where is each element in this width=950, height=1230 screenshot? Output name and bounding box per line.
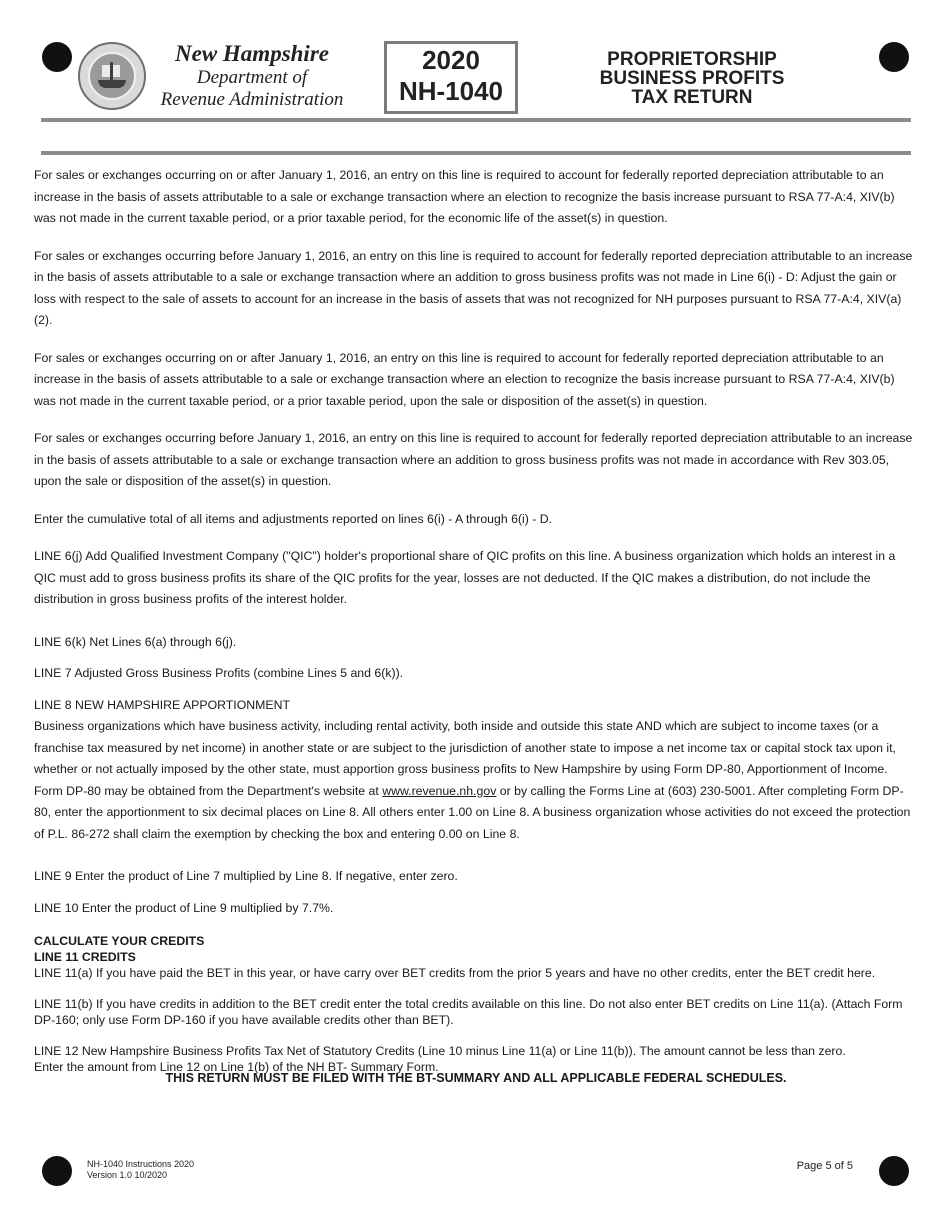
registration-mark-icon [879,1156,909,1186]
paragraph: LINE 6(j) Add Qualified Investment Company ("QIC") holder's proportional share of QIC profits on this line. A business organization which holds an interest in a QIC must add to gross business profits its share of the QIC profits for the year, losses are not deducted. If the QIC makes a distribution, do not include the distribution in gross business profits of the interest holder. [34,549,896,606]
form-title-line: TAX RETURN [631,87,753,108]
paragraph-text: or by calling the Forms Line at (603) 230-5001. After completing Form DP-80, enter the apportionment to six decimal places on Line 8. All others enter 1.00 on Line 8. A business organization whose activities do not exceed the protection of P.L. 86-272 shall claim the exemption by checking the box and entering 0.00 on Line 8. [34,783,911,841]
paragraph [34,716,918,845]
paragraph: LINE 11(b) If you have credits in addition to the BET credit enter the total credits available on this line. Do not also enter BET credits on Line 11(a). (Attach Form DP-160; only use Form DP-160 if you have available credits other than BET). [34,997,903,1027]
registration-mark-icon [42,42,72,72]
website-link[interactable]: www.revenue.nh.gov [382,783,497,798]
footer-doc-info [87,1159,194,1181]
footer-doc-name: NH-1040 Instructions 2020 [87,1159,195,1169]
paragraph: LINE 12 New Hampshire Business Profits Tax Net of Statutory Credits (Line 10 minus Line 11(a) or Line 11(b)). The amount cannot be less than zero. [34,1044,846,1058]
form-id-box [384,41,518,114]
paragraph: For sales or exchanges occurring on or after January 1, 2016, an entry on this line is required to account for federally reported depreciation attributable to an increase in the basis of assets attributable to a sale or exchange transaction where an election to recognize the basis increase pursuant to RSA 77-A:4, XIV(b) was not made in the current taxable period, or a prior taxable period, for the economic life of the asset(s) in question. [34,168,895,225]
instructions-body [34,165,918,1075]
section-heading: CALCULATE YOUR CREDITS [34,934,205,948]
agency-division: Revenue Administration [160,89,344,110]
paragraph: Enter the cumulative total of all items and adjustments reported on lines 6(i) - A through 6(i) - D. [34,511,553,526]
paragraph: For sales or exchanges occurring before January 1, 2016, an entry on this line is required to account for federally reported depreciation attributable to an increase in the basis of assets attributable to a sale or exchange transaction where an addition to gross business profits was not made in Line 6(i) - D: Adjust the gain or loss with respect to the sale of assets to account for an increase in the basis of assets that was not recognized for NH purposes pursuant to RSA 77-A:4, XIV(a)(2). [34,248,913,327]
paragraph: LINE 9 Enter the product of Line 7 multiplied by Line 8. If negative, enter zero. [34,869,458,883]
tax-year: 2020 [422,45,480,75]
paragraph: Enter the amount from Line 12 on Line 1(b) of the NH BT- Summary Form. [34,1060,439,1074]
page-number: Page 5 of 5 [796,1160,853,1172]
paragraph: For sales or exchanges occurring before January 1, 2016, an entry on this line is required to account for federally reported depreciation attributable to an increase in the basis of assets attributable to a sale or exchange transaction where an addition to gross business profits was not made in accordance with Rev 303.05, upon the sale or disposition of the asset(s) in question. [34,431,913,488]
registration-mark-icon [879,42,909,72]
form-title-line: PROPRIETORSHIP [607,49,777,70]
section-heading: LINE 11 CREDITS [34,950,136,964]
paragraph: For sales or exchanges occurring on or after January 1, 2016, an entry on this line is required to account for federally reported depreciation attributable to an increase in the basis of assets attributable to a sale or exchange transaction where an election to recognize the basis increase pursuant to RSA 77-A:4, XIV(b) was not made in the current taxable period, or a prior taxable period, upon the sale or disposition of the asset(s) in question. [34,350,895,408]
paragraph: LINE 10 Enter the product of Line 9 multiplied by 7.7%. [34,900,334,915]
registration-mark-icon [42,1156,72,1186]
agency-state: New Hampshire [175,41,329,66]
agency-department: Department of [196,67,308,88]
form-number: NH-1040 [398,76,504,106]
filing-notice: THIS RETURN MUST BE FILED WITH THE BT-SUMMARY AND ALL APPLICABLE FEDERAL SCHEDULES. [165,1071,787,1085]
paragraph: LINE 7 Adjusted Gross Business Profits (combine Lines 5 and 6(k)). [34,666,404,680]
state-seal-logo [78,42,146,110]
form-title-line: BUSINESS PROFITS [599,68,785,89]
form-title [584,50,800,107]
header-divider [41,118,911,122]
section-heading: LINE 8 NEW HAMPSHIRE APPORTIONMENT [34,697,291,712]
paragraph: LINE 11(a) If you have paid the BET in this year, or have carry over BET credits from the prior 5 years and have no other credits, enter the BET credit here. [34,966,876,980]
agency-name [146,41,358,111]
footer-version: Version 1.0 10/2020 [87,1170,168,1180]
section-divider [41,151,911,155]
paragraph-text: Business organizations which have business activity, including rental activity, both inside and outside this state AND which are subject to income taxes (or a franchise tax measured by net income) in another state or are subject to the jurisdiction of another state to impose a net income tax or capital stock tax upon it, whether or not actually imposed by the other state, must apportion gross business profits to New Hampshire by using Form DP-80, Apportionment of Income. Form DP-80 may be obtained from the Department's website at [34,719,896,798]
paragraph: LINE 6(k) Net Lines 6(a) through 6(j). [34,634,237,649]
